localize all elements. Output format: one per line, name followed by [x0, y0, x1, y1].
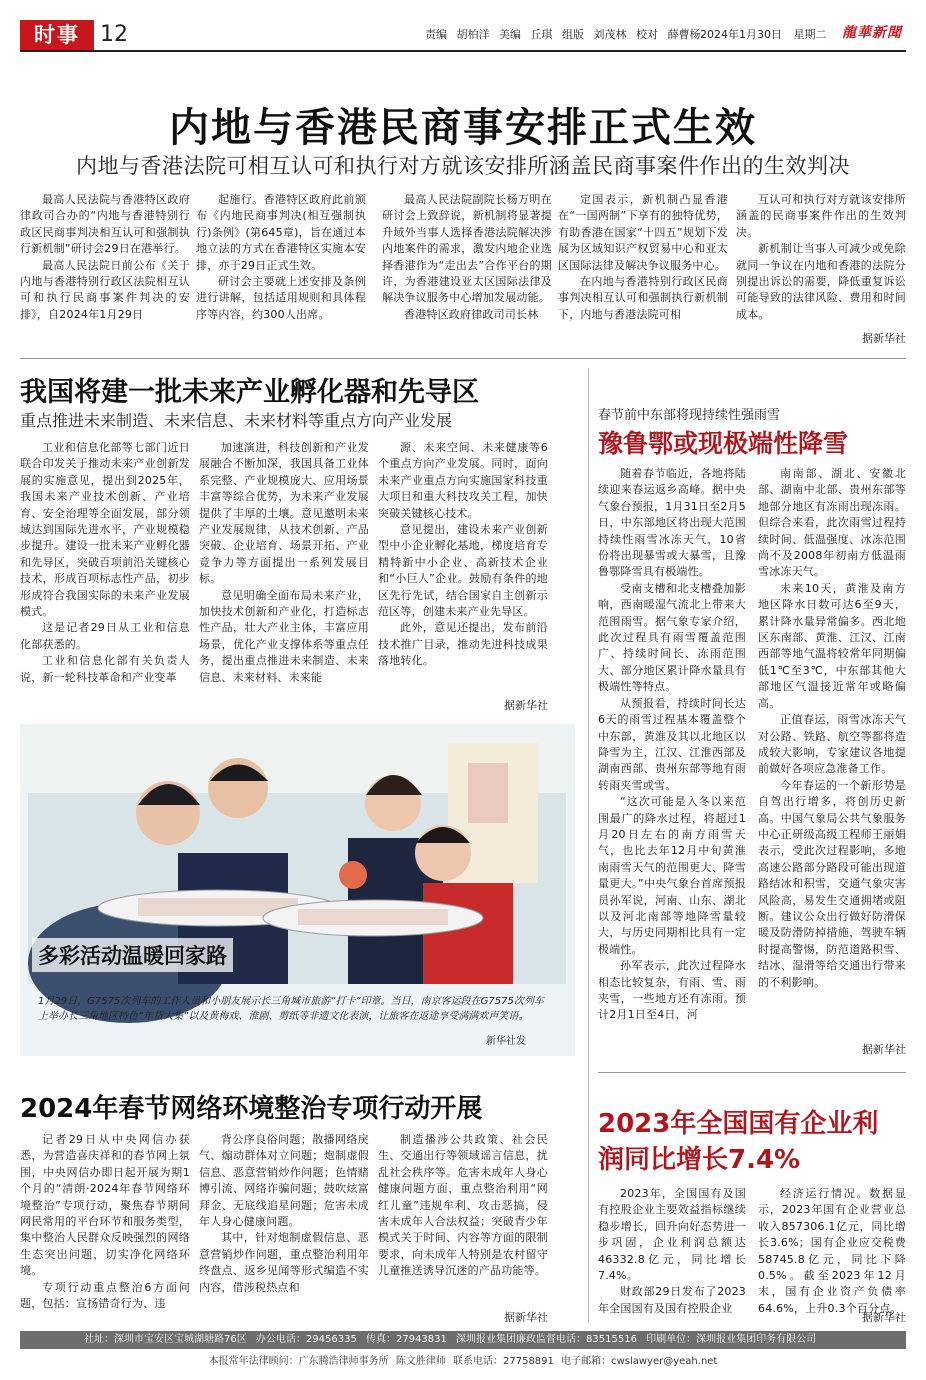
paragraph: 最高人民法院与香港特区政府律政司合办的“内地与香港特别行政区民商事判决相互认可和强制执行新机制”研讨会29日在港举行。	[20, 193, 190, 256]
article3-kicker: 春节前中东部将现持续性强雨雪	[598, 408, 781, 423]
section-tag: 时事	[20, 20, 94, 50]
article1-column-2	[196, 192, 366, 352]
article1-headline: 内地与香港民商事安排正式生效	[169, 105, 757, 151]
paragraph: 受南支槽和北支槽叠加影响，西南暖湿气流北上带来大范围雨雪。据气象专家介绍，此次过程具有雨雪覆盖范围广、持续时间长、冻雨范围大、部分地区累计降水量具有极端性等特点。	[598, 581, 746, 694]
column-divider	[588, 368, 589, 1323]
paragraph: 源、未来空间、未来健康等6个重点方向产业发展。同时，面向未来产业重点方向实施国家科技重大项目和重大科技攻关工程，加快突破关键核心技术。	[378, 441, 548, 520]
paragraph: 起施行。香港特区政府此前颁布《内地民商事判决(相互强制执行)条例》(第645章)，旨在通过本地立法的方式在香港特区实施本安排，亦于29日正式生效。	[196, 193, 366, 272]
paragraph: 最高人民法院副院长杨万明在研讨会上致辞说，新机制将显著提升域外当事人选择香港法院解决涉内地案件的需求，激发内地企业选择香港作为“走出去”合作平台的期许，为香港建设亚太区国际法律及解决争议服务中心增加发展动能。	[382, 193, 552, 305]
paragraph: 财政部29日发布了2023年全国国有及国有控股企业	[598, 1285, 746, 1315]
paragraph: 记者29日从中央网信办获悉，为营造喜庆祥和的春节网上氛围，中央网信办即日起开展为期1个月的“清朗·2024年春节网络环境整治”专项行动，聚焦春节期间网民常用的平台环节和服务类型，集中整治人民群众反映强烈的网络生态突出问题，切实净化网络环境。	[20, 1133, 190, 1278]
article5-headline: 2023年全国国有企业利润同比增长7.4%	[598, 1109, 879, 1175]
paragraph: 最高人民法院日前公布《关于内地与香港特别行政区法院相互认可和执行民商事案件判决的安排》，自2024年1月29日	[20, 258, 190, 321]
footer-contact-bar: 社址：深圳市宝安区宝城湖塘路76区 办公电话：29456335 传真：27943831 深圳报业集团廉政监督电话：83515516 印刷单位：深圳报业集团印务有限公司	[20, 1331, 906, 1349]
article2-headline: 我国将建一批未来产业孵化器和先导区	[20, 377, 479, 408]
article1-column-3	[382, 192, 552, 352]
paragraph: 今年春运的一个新形势是自驾出行增多，将创历史新高。中国气象局公共气象服务中心正研级高级工程师王丽娟表示，受此次过程影响，多地高速公路部分路段可能出现道路结冰和积雪，交通气象灾害风险高，易发生交通拥堵或阻断。建议公众出行做好防滑保暖及防滑防掉措施，驾驶车辆时提高警惕，防范道路积雪、结冰、湿滑等给交通出行带来的不利影响。	[758, 778, 906, 989]
paragraph: 孙军表示，此次过程降水相态比较复杂，有雨、雪、雨夹雪，一些地方还有冻雨。预计2月1日至4日，河	[598, 959, 746, 1022]
paragraph: 加速演进，科技创新和产业发展融合不断加深，我国具备工业体系完整、产业规模庞大、应用场景丰富等综合优势，为未来产业发展提供了丰厚的土壤。意见邀明未来产业发展规律，从技术创新、产品突破、企业培育、场景开拓、产业竞争力等方面提出一系列发展目标。	[199, 441, 369, 586]
paragraph: 随着春节临近，各地将陆续迎来春运返乡高峰。据中央气象台预报，1月31日至2月5日，中东部地区将出现大范围持续性雨雪冰冻天气，10省份将出现暴雪或大暴雪，且豫鲁鄂降雪具有极端性。	[598, 467, 746, 579]
paragraph: 从预报看，持续时间长达6天的雨雪过程基本覆盖整个中东部，黄淮及其以北地区以降雪为主，江汉、江淮西部及湖南西部、贵州东部等地有雨转雨夹雪或雪。	[598, 696, 746, 792]
paragraph: 意见提出，建设未来产业创新型中小企业孵化基地，梯度培育专精特新中小企业、高新技术企业和“小巨人”企业。鼓励有条件的地区先行先试，结合国家自主创新示范区等，创建未来产业先导区。	[378, 523, 548, 619]
paragraph: 研讨会主要就上述安排及条例进行讲解，包括适用规则和具体程序等内容，约300人出席。	[196, 275, 366, 321]
paragraph: 定国表示，新机制凸显香港在“一国两制”下享有的独特优势，有助香港在国家“十四五”规划下发展为区域知识产权贸易中心和亚太区国际法律及解决争议服务中心。	[558, 193, 728, 272]
article4-source: 据新华社	[504, 1311, 548, 1324]
article5-column-2	[758, 1186, 906, 1315]
masthead-logo: 龍華新聞	[842, 25, 902, 41]
article3-column-1	[598, 466, 746, 1058]
paragraph: 工业和信息化部有关负责人说，新一轮科技革命和产业变革	[20, 654, 190, 684]
article3-column-2	[758, 466, 906, 1036]
article4-headline: 2024年春节网络环境整治专项行动开展	[20, 1094, 483, 1124]
article3-headline: 豫鲁鄂或现极端性降雪	[598, 429, 849, 458]
photo-headline: 多彩活动温暖回家路	[32, 938, 233, 972]
article5-column-1	[598, 1186, 746, 1324]
paragraph: 这是记者29日从工业和信息化部获悉的。	[20, 621, 190, 651]
article1-source: 据新华社	[862, 332, 906, 345]
article5-source: 据新华社	[862, 1311, 906, 1324]
paragraph: 新机制让当事人可减少或免除就同一争议在内地和香港的法院分别提出诉讼的需要，降低重复诉讼可能导致的法律风险、费用和时间成本。	[736, 242, 906, 321]
staff-credits: 责编 胡柏洋 美编 丘琪 组版 刘茂林 校对 薛曹杨	[425, 28, 701, 41]
paragraph: 背公序良俗问题；散播网络戾气、煽动群体对立问题；炮制虚假信息、恶意营销炒作问题；色情赌博引流、网络诈骗问题；鼓吹炫富拜金、无底线追星问题；危害未成年人身心健康问题。	[199, 1133, 369, 1229]
header-rule	[20, 50, 906, 52]
article2-column-3	[378, 440, 548, 696]
paragraph: 专项行动重点整治6方面问题，包括：宣扬错奇行为、违	[20, 1280, 190, 1311]
paragraph: 工业和信息化部等七部门近日联合印发关于推动未来产业创新发展的实施意见，提出到2025年，我国未来产业技术创新、产业培育、安全治理等全面发展，部分领域达到国际先进水平，产业规模稳步提升。建设一批未来产业孵化器和先导区，突破百项前沿关键核心技术，形成百项标志性产品，初步形成符合我国实际的未来产业发展模式。	[20, 441, 190, 619]
article1-column-5	[736, 192, 906, 320]
article1-column-1	[20, 192, 190, 352]
paragraph: 此外，意见还提出，发布前沿技术推广目录，推动先进科技成果落地转化。	[378, 621, 548, 668]
paragraph: 制造播涉公共政策、社会民生、交通出行等领域谣言信息，扰乱社会秩序等。危害未成年人身心健康问题方面，重点整治利用“网红儿童”违规牟利、攻击恶搞，侵害未成年人合法权益；突破青少年模式关于时间、内容等方面的限制要求，向未成年人特别是农村留守儿童推送诱导沉迷的产品功能等。	[378, 1133, 548, 1278]
article2-source: 据新华社	[504, 699, 548, 712]
paragraph: 2023年，全国国有及国有控股企业主要效益指标继续稳步增长，回升向好态势进一步巩固，企业利润总额达46332.8亿元，同比增长7.4%。	[598, 1187, 746, 1283]
article2-column-2	[199, 440, 369, 712]
page-number: 12	[100, 22, 128, 47]
paragraph: 正值春运，雨雪冰冻天气对公路、铁路、航空等都将造成较大影响，专家建议各地提前做好各项应急准备工作。	[758, 713, 906, 776]
article2-subheadline: 重点推进未来制造、未来信息、未来材料等重点方向产业发展	[20, 411, 453, 430]
paragraph: 在内地与香港特别行政区民商事判决相互认可和强制执行新机制下，内地与香港法院可相	[558, 275, 728, 321]
paragraph: 香港特区政府律政司司长林	[404, 307, 539, 321]
article4-column-1	[20, 1132, 190, 1324]
photo-credit: 新华社发	[486, 1036, 526, 1047]
issue-date: 2024年1月30日 星期二	[700, 28, 827, 41]
photo-caption: 1月29日，G7575次列车的工作人员和小朋友展示长三角城市旅游“打卡”印章。当日，南京客运段在G7575次列车上举办长三角地区特色“年货大集”以及黄梅戏、淮剧、剪纸等非遗文化表演，让旅客在返途享受满满欢声笑语。	[38, 996, 544, 1022]
article2-column-1	[20, 440, 190, 712]
paragraph: 未来10天，黄淮及南方地区降水日数可达6至9天，累计降水量异常偏多。西北地区东南部、黄淮、江汉、江南西部等地气温将较常年同期偏低1℃至3℃，中东部其他大部地区气温接近常年或略偏高。	[758, 581, 906, 710]
article1-column-4	[558, 192, 728, 352]
paragraph: 经济运行情况。数据显示，2023年国有企业营业总收入857306.1亿元，同比增长3.6%；国有企业应交税费58745.8亿元，同比下降0.5%。截至2023年12月末，国有企业资产负债率64.6%，上升0.3个百分点。	[758, 1187, 906, 1315]
article1-subheadline: 内地与香港法院可相互认可和执行对方就该安排所涵盖民商事案件作出的生效判决	[76, 154, 850, 178]
footer-legal-line: 本报常年法律顾问：广东腾浩律师事务所 陈文胜律师 联系电话：27758891 电子邮箱：cwslawyer@yeah.net	[208, 1356, 718, 1367]
paragraph: 其中，针对炮制虚假信息、恶意营销炒作问题，重点整治利用年终盘点、返乡见闻等形式编造不实内容，借涉税热点和	[199, 1231, 369, 1294]
paragraph: 南南部、湖北、安徽北部、湖南中北部、贵州东部等地部分地区有冻雨出现冻雨。但综合来看，此次雨雪过程持续时间、低温强度、冰冻范围尚不及2008年初南方低温雨雪冰冻天气。	[758, 467, 906, 579]
article4-column-3	[378, 1132, 548, 1308]
article3-source: 据新华社	[862, 1043, 906, 1056]
article4-column-2	[199, 1132, 369, 1324]
paragraph: 互认可和执行对方就该安排所涵盖的民商事案件作出的生效判决。	[736, 193, 906, 239]
paragraph: 意见明确全面布局未来产业，加快技术创新和产业化，打造标志性产品，壮大产业主体，丰富应用场景，优化产业支撑体系等重点任务，提出重点推进未来制造、未来信息、未来材料、未来能	[199, 588, 369, 684]
paragraph: “这次可能是入冬以来范围最广的降水过程，将超过1月20日左右的南方雨雪天气，也比去年12月中旬黄淮南雨雪天气的范围更大、降雪量更大。”中央气象台首席预报员孙军说，河南、山东、湖北以及河北南部等地降雪量较大，与历史同期相比具有一定极端性。	[598, 795, 746, 956]
